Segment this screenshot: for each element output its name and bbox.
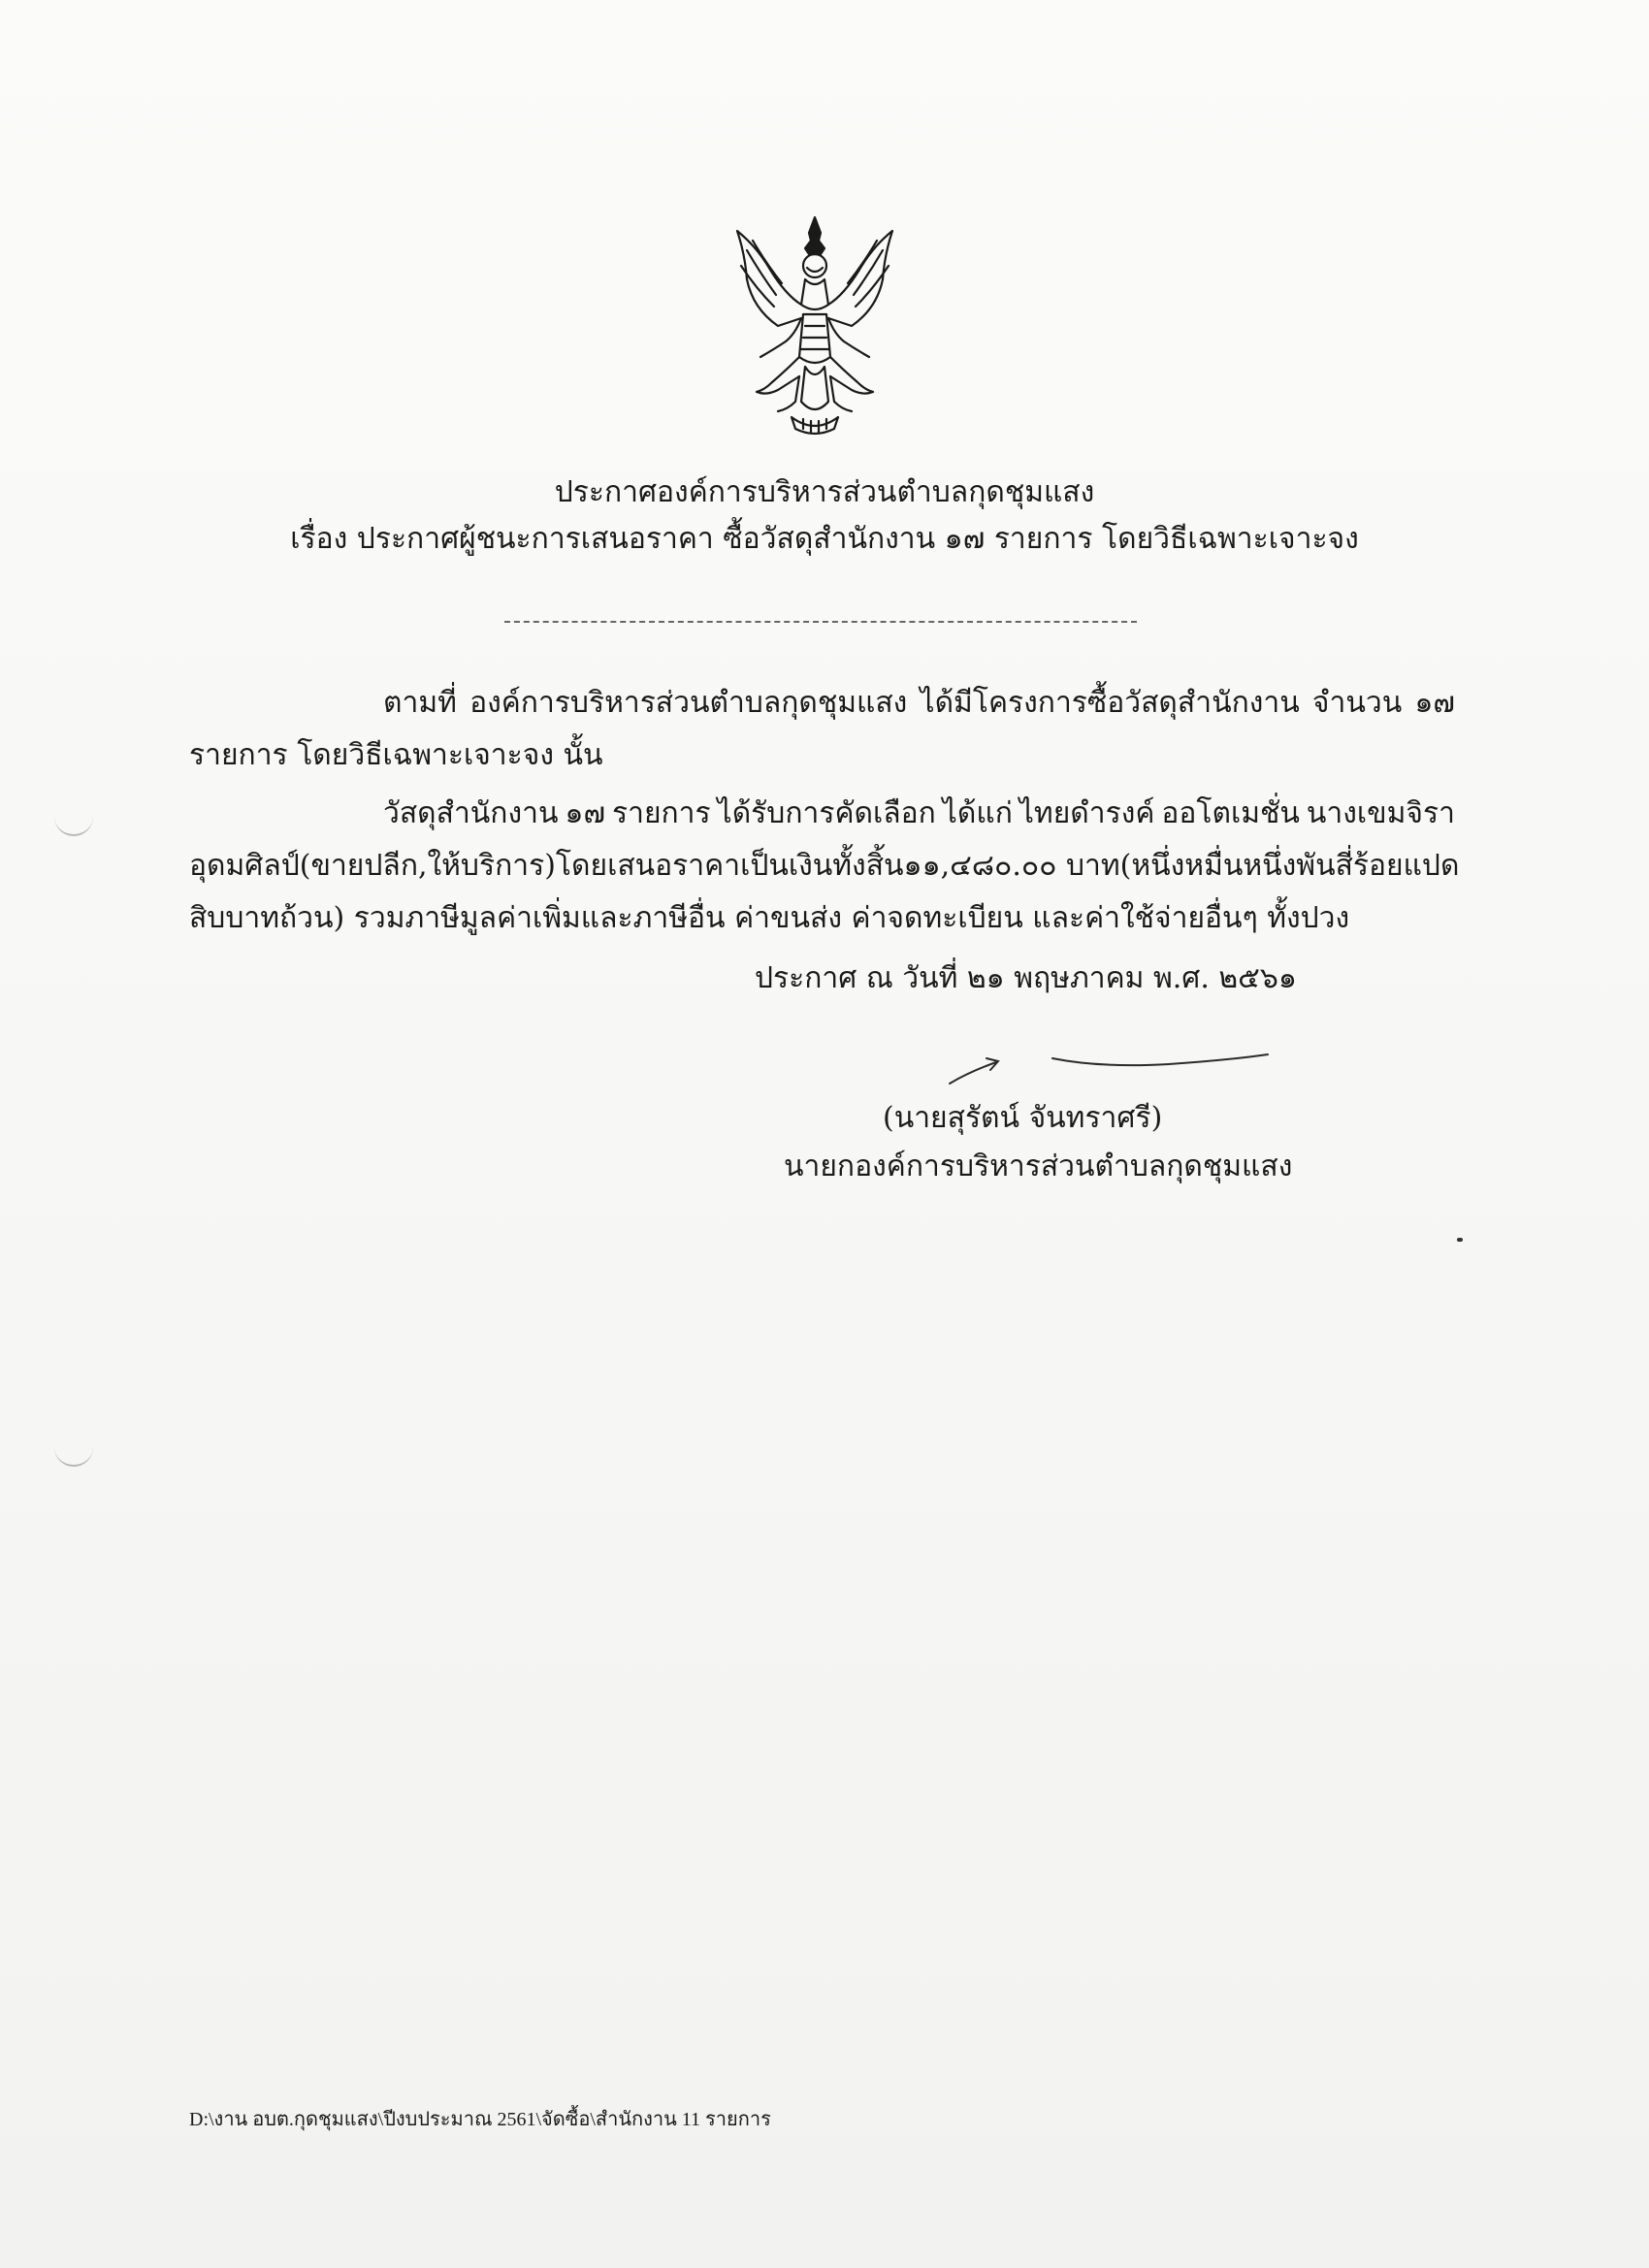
subject-title: เรื่อง ประกาศผู้ชนะการเสนอราคา ซื้อวัสดุสำนักงาน ๑๗ รายการ โดยวิธีเฉพาะเจาะจง — [290, 522, 1359, 556]
issuer-title: ประกาศองค์การบริหารส่วนตำบลกุดชุมแสง — [554, 475, 1095, 509]
word: จำนวน — [1311, 686, 1403, 720]
amount: ๑๑,๔๘๐.๐๐ บาท — [903, 849, 1120, 883]
word: ได้มีโครงการซื้อวัสดุสำนักงาน — [920, 686, 1300, 720]
word: (ขายปลีก,ให้บริการ) — [299, 849, 556, 883]
announcement-header — [0, 470, 1649, 563]
paragraph-1-line-2: รายการ โดยวิธีเฉพาะเจาะจง นั้น — [189, 738, 603, 772]
word: องค์การบริหารส่วนตำบลกุดชุมแสง — [469, 686, 908, 720]
paragraph-2-line-1 — [383, 788, 1455, 840]
word: ๑๗ — [1414, 686, 1455, 720]
word: เป็นเงินทั้งสิ้น — [740, 849, 904, 883]
signature-icon — [946, 1033, 1295, 1101]
word: ได้รับการคัดเลือก — [717, 796, 936, 830]
paragraph-1-line-1 — [383, 677, 1455, 729]
punch-hole-mark — [54, 1443, 93, 1467]
word: ๑๗ — [565, 796, 606, 830]
announcement-date: ประกาศ ณ วันที่ ๒๑ พฤษภาคม พ.ศ. ๒๕๖๑ — [755, 961, 1297, 995]
ink-speck — [1457, 1238, 1463, 1242]
paragraph-2-line-2 — [189, 840, 1460, 892]
paragraph-2-line-3: สิบบาทถ้วน) รวมภาษีมูลค่าเพิ่มและภาษีอื่น ค่าขนส่ง ค่าจดทะเบียน และค่าใช้จ่ายอื่นๆ ทั้งปวง — [189, 901, 1350, 935]
signer-name: (นายสุรัตน์ จันทราศรี) — [883, 1101, 1163, 1135]
word: ตามที่ — [383, 686, 457, 720]
word: อุดมศิลป์ — [189, 849, 300, 883]
dashed-divider — [504, 621, 1137, 623]
word: ออโตเมชั่น — [1161, 796, 1300, 830]
word: ไทยดำรงค์ — [1018, 796, 1155, 830]
word: รายการ — [611, 796, 711, 830]
word: ได้แก่ — [942, 796, 1013, 830]
word: วัสดุสำนักงาน — [383, 796, 559, 830]
garuda-emblem-icon — [718, 211, 912, 440]
word: (หนึ่งหมื่นหนึ่งพันสี่ร้อยแปด — [1119, 849, 1460, 883]
punch-hole-mark — [54, 813, 93, 836]
word: โดยเสนอราคา — [555, 849, 741, 883]
footer-file-path: D:\งาน อบต.กุดชุมแสง\ปีงบประมาณ 2561\จัดซื้อ\สำนักงาน 11 รายการ — [189, 2109, 771, 2130]
word: นางเขมจิรา — [1306, 796, 1455, 830]
signer-position: นายกองค์การบริหารส่วนตำบลกุดชุมแสง — [784, 1150, 1293, 1183]
